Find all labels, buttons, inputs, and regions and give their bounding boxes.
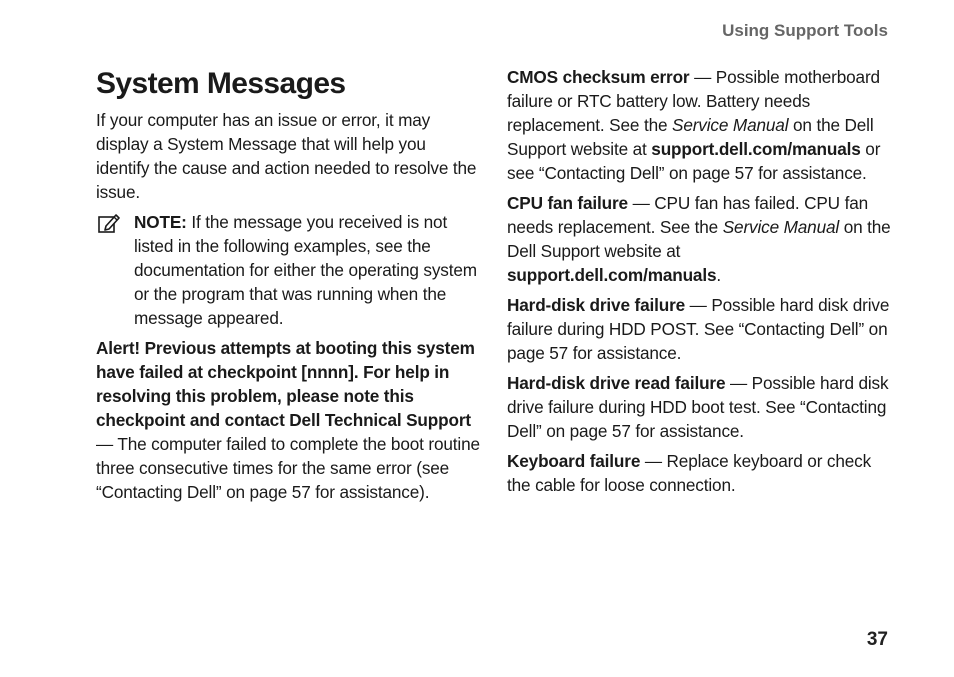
- intro-paragraph: If your computer has an issue or error, it may display a System Message that will help you identify the cause and action needed to resolve the issue.: [96, 110, 477, 202]
- message-description: — Replace keyboard or check the cable for loose connection.: [507, 451, 872, 495]
- message-term: Hard-disk drive failure: [507, 295, 686, 315]
- message-description: on the Dell Support website at: [507, 115, 874, 159]
- support-url: support.dell.com/manuals: [507, 265, 717, 285]
- right-column: [507, 65, 891, 503]
- message-entry-cmos: [507, 65, 891, 185]
- alert-term: Alert! Previous attempts at booting this system have failed at checkpoint [nnnn]. For help in resolving this problem, please note this checkpoint and contact Dell Technical Support: [96, 338, 475, 430]
- message-entry-hdd-failure: [507, 293, 891, 365]
- support-url: support.dell.com/manuals: [651, 139, 861, 159]
- message-description: .: [716, 265, 722, 285]
- message-entry-cpu-fan: [507, 191, 891, 287]
- message-description: on the Dell Support website at: [507, 217, 891, 261]
- message-term: Hard-disk drive read failure: [507, 373, 726, 393]
- alert-description: — The computer failed to complete the boot routine three consecutive times for the same error (see “Contacting Dell” on page 57 for assistance).: [96, 434, 480, 502]
- service-manual-title: Service Manual: [672, 115, 789, 135]
- message-entry-hdd-read-failure: [507, 371, 891, 443]
- page-title: System Messages: [96, 67, 346, 100]
- message-description: — Possible hard disk drive failure during HDD boot test. See “Contacting Dell” on page 57 for assistance.: [507, 373, 889, 441]
- note-block: [96, 210, 480, 330]
- pencil-note-icon: [98, 213, 120, 233]
- page-number: 37: [866, 629, 888, 650]
- running-header: Using Support Tools: [722, 21, 888, 40]
- alert-entry: [96, 336, 480, 504]
- message-description: — CPU fan has failed. CPU fan needs replacement. See the: [507, 193, 869, 237]
- message-description: — Possible motherboard failure or RTC battery low. Battery needs replacement. See the: [507, 67, 880, 135]
- message-description: or see “Contacting Dell” on page 57 for assistance.: [507, 139, 881, 183]
- note-text: If the message you received is not listed in the following examples, see the documentation for either the operating system or the program that was running when the message appeared.: [134, 212, 477, 328]
- message-term: Keyboard failure: [507, 451, 641, 471]
- message-term: CMOS checksum error: [507, 67, 690, 87]
- left-column: [96, 64, 480, 510]
- message-description: — Possible hard disk drive failure during HDD POST. See “Contacting Dell” on page 57 for assistance.: [507, 295, 890, 363]
- message-term: CPU fan failure: [507, 193, 628, 213]
- note-label: NOTE:: [134, 212, 187, 232]
- message-entry-keyboard: [507, 449, 891, 497]
- service-manual-title: Service Manual: [722, 217, 840, 237]
